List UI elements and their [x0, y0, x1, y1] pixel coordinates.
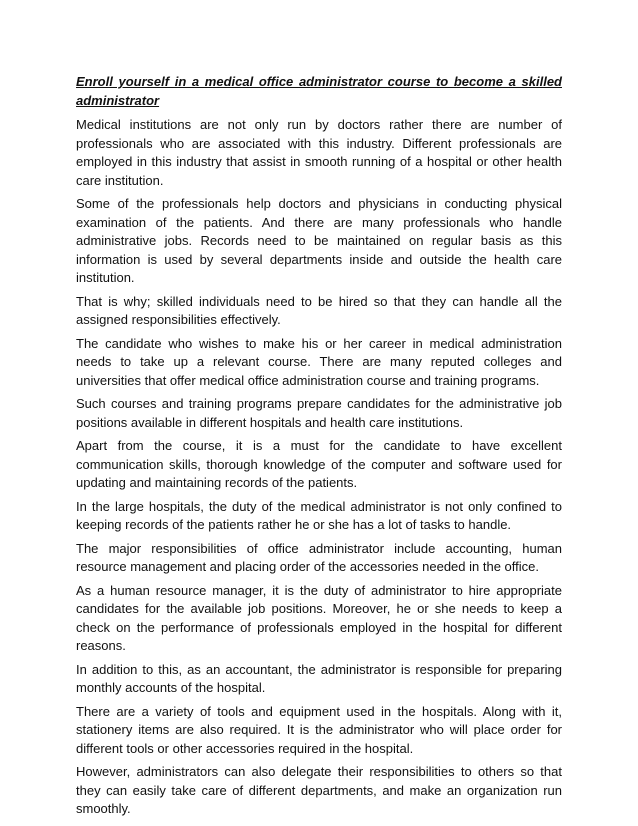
document-page — [76, 72, 562, 824]
paragraph: Apart from the course, it is a must for the candidate to have excellent communication skills, thorough knowledge of the computer and software used for updating and maintaining records of the patients. — [76, 438, 562, 490]
paragraph: Some of the professionals help doctors and physicians in conducting physical examination of the patients. And there are many professionals who handle administrative jobs. Records need to be maintained on regular basis as this information is used by several departments inside and outside the health care institution. — [76, 196, 562, 285]
document-title: Enroll yourself in a medical office administrator course to become a skilled administrator — [76, 74, 562, 108]
paragraph: In the large hospitals, the duty of the medical administrator is not only confined to keeping records of the patients rather he or she has a lot of tasks to handle. — [76, 498, 562, 532]
paragraph: In addition to this, as an accountant, the administrator is responsible for preparing monthly accounts of the hospital. — [76, 661, 562, 695]
paragraph: Such courses and training programs prepare candidates for the administrative job positions available in different hospitals and health care institutions. — [76, 396, 562, 430]
paragraph: Medical institutions are not only run by doctors rather there are number of professionals who are associated with this industry. Different professionals are employed in this industry that assist in smooth running of a hospital or other health care institution. — [76, 117, 562, 188]
paragraph: That is why; skilled individuals need to be hired so that they can handle all the assigned responsibilities effectively. — [76, 293, 562, 327]
paragraph: As a human resource manager, it is the duty of administrator to hire appropriate candidates for the available job positions. Moreover, he or she needs to keep a check on the performance of professionals employed in the hospital for different reasons. — [76, 582, 562, 653]
paragraph: However, administrators can also delegate their responsibilities to others so that they can easily take care of different departments, and make an organization run smoothly. — [76, 764, 562, 816]
paragraph: The candidate who wishes to make his or her career in medical administration needs to take up a relevant course. There are many reputed colleges and universities that offer medical office administration course and training programs. — [76, 335, 562, 388]
paragraph: The major responsibilities of office administrator include accounting, human resource management and placing order of the accessories needed in the office. — [76, 540, 562, 574]
paragraph: There are a variety of tools and equipment used in the hospitals. Along with it, stationery items are also required. It is the administrator who will place order for different tools or other accessories required in the hospital. — [76, 703, 562, 756]
